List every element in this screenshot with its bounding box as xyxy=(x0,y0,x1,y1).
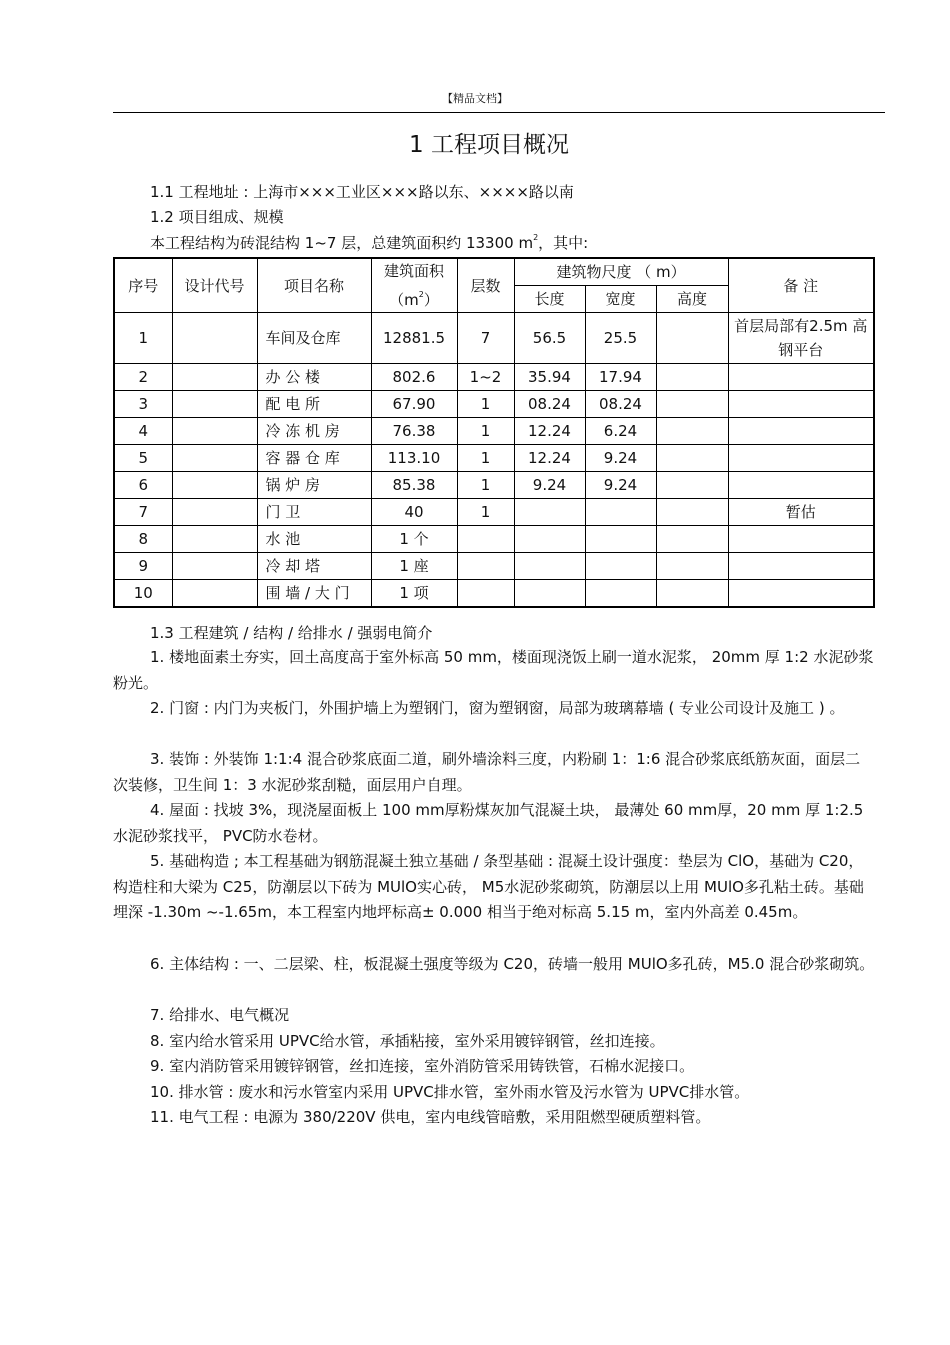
table-row xyxy=(114,580,874,608)
cell-height xyxy=(656,364,728,391)
cell-floors: 1 xyxy=(457,472,514,499)
intro-main: 本工程结构为砖混结构 1~7 层，总建筑面积约 13300 m xyxy=(150,234,534,252)
section-1-3: 1.3 工程建筑 / 结构 / 给排水 / 强弱电简介 xyxy=(150,624,433,642)
table-row xyxy=(114,445,874,472)
cell-floors: 1 xyxy=(457,391,514,418)
cell-floors xyxy=(457,526,514,553)
header-area-tail: ） xyxy=(423,291,439,309)
cell-length xyxy=(514,553,585,580)
header-name: 项目名称 xyxy=(257,258,371,313)
cell-name: 围 墙 / 大 门 xyxy=(257,580,371,608)
cell-height xyxy=(656,472,728,499)
cell-code xyxy=(172,580,257,608)
cell-height xyxy=(656,418,728,445)
header-length: 长度 xyxy=(514,286,585,313)
cell-length: 35.94 xyxy=(514,364,585,391)
cell-height xyxy=(656,526,728,553)
cell-floors: 7 xyxy=(457,313,514,364)
cell-remark xyxy=(728,553,874,580)
cell-width: 9.24 xyxy=(585,445,656,472)
cell-width: 08.24 xyxy=(585,391,656,418)
cell-code xyxy=(172,418,257,445)
cell-remark xyxy=(728,364,874,391)
header-code: 设计代号 xyxy=(172,258,257,313)
cell-remark xyxy=(728,391,874,418)
section-1-2: 1.2 项目组成、规模 xyxy=(150,208,284,226)
cell-length xyxy=(514,526,585,553)
table-row xyxy=(114,391,874,418)
cell-area: 12881.5 xyxy=(371,313,457,364)
cell-floors: 1~2 xyxy=(457,364,514,391)
cell-name: 水 池 xyxy=(257,526,371,553)
cell-area: 1 个 xyxy=(371,526,457,553)
header-remark: 备 注 xyxy=(728,258,874,313)
cell-height xyxy=(656,499,728,526)
cell-no: 9 xyxy=(114,553,172,580)
cell-floors: 1 xyxy=(457,418,514,445)
cell-no: 5 xyxy=(114,445,172,472)
cell-code xyxy=(172,553,257,580)
item-4: 4. 屋面 : 找坡 3%，现浇屋面板上 100 mm厚粉煤灰加气混凝土块， 最薄处 60 mm厚，20 mm 厚 1:2.5 水泥砂浆找平， PVC防水卷材。 xyxy=(113,801,864,845)
cell-floors xyxy=(457,553,514,580)
cell-name: 车间及仓库 xyxy=(257,313,371,364)
intro-text xyxy=(150,232,588,253)
header-no: 序号 xyxy=(114,258,172,313)
cell-width xyxy=(585,553,656,580)
cell-area: 1 项 xyxy=(371,580,457,608)
cell-width xyxy=(585,499,656,526)
cell-no: 3 xyxy=(114,391,172,418)
cell-no: 2 xyxy=(114,364,172,391)
header-floors: 层数 xyxy=(457,258,514,313)
cell-no: 7 xyxy=(114,499,172,526)
intro-tail: ，其中: xyxy=(538,234,589,252)
cell-area: 67.90 xyxy=(371,391,457,418)
cell-code xyxy=(172,364,257,391)
table-header-row xyxy=(114,258,874,286)
cell-remark xyxy=(728,580,874,608)
item-6: 6. 主体结构 : 一、二层梁、柱，板混凝土强度等级为 C20，砖墙一般用 MUlO多孔砖，M5.0 混合砂浆砌筑。 xyxy=(150,955,875,973)
cell-remark xyxy=(728,472,874,499)
item-2: 2. 门窗 : 内门为夹板门，外围护墙上为塑钢门，窗为塑钢窗，局部为玻璃幕墙 ( 专业公司设计及施工 ) 。 xyxy=(150,699,845,717)
cell-remark xyxy=(728,445,874,472)
intro-sup: 2 xyxy=(533,233,539,242)
cell-area: 85.38 xyxy=(371,472,457,499)
item-10: 10. 排水管 : 废水和污水管室内采用 UPVC排水管，室外雨水管及污水管为 UPVC排水管。 xyxy=(150,1083,750,1101)
item-8: 8. 室内给水管采用 UPVC给水管，承插粘接，室外采用镀锌钢管，丝扣连接。 xyxy=(150,1032,665,1050)
cell-name: 冷 冻 机 房 xyxy=(257,418,371,445)
item-5: 5. 基础构造 ; 本工程基础为钢筋混凝土独立基础 / 条型基础 : 混凝土设计强度：垫层为 ClO，基础为 C20，构造柱和大梁为 C25，防潮层以下砖为 MUlO实心砖， M5水泥砂浆砌筑，防潮层以上用 MUlO多孔粘土砖。基础埋深 -1.30m ~-1.65m，本工程室内地坪标高± 0.000 相当于绝对标高 5.15 m，室内外高差 0.45m。 xyxy=(113,852,864,921)
table-row xyxy=(114,526,874,553)
header-label: 【精品文档】 xyxy=(442,92,508,105)
cell-length: 9.24 xyxy=(514,472,585,499)
cell-name: 容 器 仓 库 xyxy=(257,445,371,472)
cell-area: 40 xyxy=(371,499,457,526)
cell-no: 10 xyxy=(114,580,172,608)
cell-name: 门 卫 xyxy=(257,499,371,526)
cell-floors: 1 xyxy=(457,445,514,472)
cell-remark xyxy=(728,418,874,445)
item-11: 11. 电气工程 : 电源为 380/220V 供电，室内电线管暗敷，采用阻燃型硬质塑料管。 xyxy=(150,1108,711,1126)
header-area-text: 建筑面积（m xyxy=(383,262,444,309)
cell-width xyxy=(585,580,656,608)
cell-length: 08.24 xyxy=(514,391,585,418)
table-row xyxy=(114,472,874,499)
cell-width: 9.24 xyxy=(585,472,656,499)
cell-remark: 暂估 xyxy=(728,499,874,526)
table-row xyxy=(114,313,874,364)
cell-no: 4 xyxy=(114,418,172,445)
item-9: 9. 室内消防管采用镀锌钢管，丝扣连接，室外消防管采用铸铁管，石棉水泥接口。 xyxy=(150,1057,695,1075)
item-1: 1. 楼地面素土夯实，回土高度高于室外标高 50 mm，楼面现浇饭上刷一道水泥浆， 20mm 厚 1:2 水泥砂浆粉光。 xyxy=(113,648,874,692)
cell-width: 25.5 xyxy=(585,313,656,364)
cell-name: 锅 炉 房 xyxy=(257,472,371,499)
cell-length: 12.24 xyxy=(514,418,585,445)
cell-floors xyxy=(457,580,514,608)
cell-remark xyxy=(728,526,874,553)
cell-code xyxy=(172,499,257,526)
cell-floors: 1 xyxy=(457,499,514,526)
cell-code xyxy=(172,445,257,472)
page-title: 1 工程项目概况 xyxy=(409,132,569,158)
cell-length: 12.24 xyxy=(514,445,585,472)
project-table xyxy=(113,257,875,608)
cell-height xyxy=(656,553,728,580)
cell-code xyxy=(172,313,257,364)
cell-code xyxy=(172,391,257,418)
header-dims: 建筑物尺度 （ m） xyxy=(514,258,728,286)
cell-code xyxy=(172,526,257,553)
cell-area: 76.38 xyxy=(371,418,457,445)
table-row xyxy=(114,499,874,526)
cell-height xyxy=(656,580,728,608)
table-row xyxy=(114,553,874,580)
table-row xyxy=(114,418,874,445)
cell-code xyxy=(172,472,257,499)
cell-area: 1 座 xyxy=(371,553,457,580)
cell-width xyxy=(585,526,656,553)
cell-height xyxy=(656,445,728,472)
header-area-sup: 2 xyxy=(418,290,424,299)
section-1-1: 1.1 工程地址 : 上海市×××工业区×××路以东、××××路以南 xyxy=(150,183,574,201)
cell-width: 6.24 xyxy=(585,418,656,445)
cell-remark: 首层局部有2.5m 高钢平台 xyxy=(728,313,874,364)
cell-length: 56.5 xyxy=(514,313,585,364)
cell-no: 6 xyxy=(114,472,172,499)
item-3: 3. 装饰 : 外装饰 1:1:4 混合砂浆底面二道，刷外墙涂料三度，内粉刷 1：1:6 混合砂浆底纸筋灰面，面层二次装修，卫生间 1：3 水泥砂浆刮糙，面层用户自理。 xyxy=(113,750,861,794)
cell-name: 冷 却 塔 xyxy=(257,553,371,580)
cell-height xyxy=(656,391,728,418)
header-height: 高度 xyxy=(656,286,728,313)
cell-name: 配 电 所 xyxy=(257,391,371,418)
cell-width: 17.94 xyxy=(585,364,656,391)
header-rule xyxy=(113,112,885,113)
cell-area: 802.6 xyxy=(371,364,457,391)
header-area xyxy=(371,258,457,313)
cell-length xyxy=(514,499,585,526)
table-row xyxy=(114,364,874,391)
item-7: 7. 给排水、电气概况 xyxy=(150,1006,290,1024)
cell-name: 办 公 楼 xyxy=(257,364,371,391)
cell-no: 8 xyxy=(114,526,172,553)
cell-length xyxy=(514,580,585,608)
cell-height xyxy=(656,313,728,364)
cell-area: 113.10 xyxy=(371,445,457,472)
cell-no: 1 xyxy=(114,313,172,364)
header-width: 宽度 xyxy=(585,286,656,313)
